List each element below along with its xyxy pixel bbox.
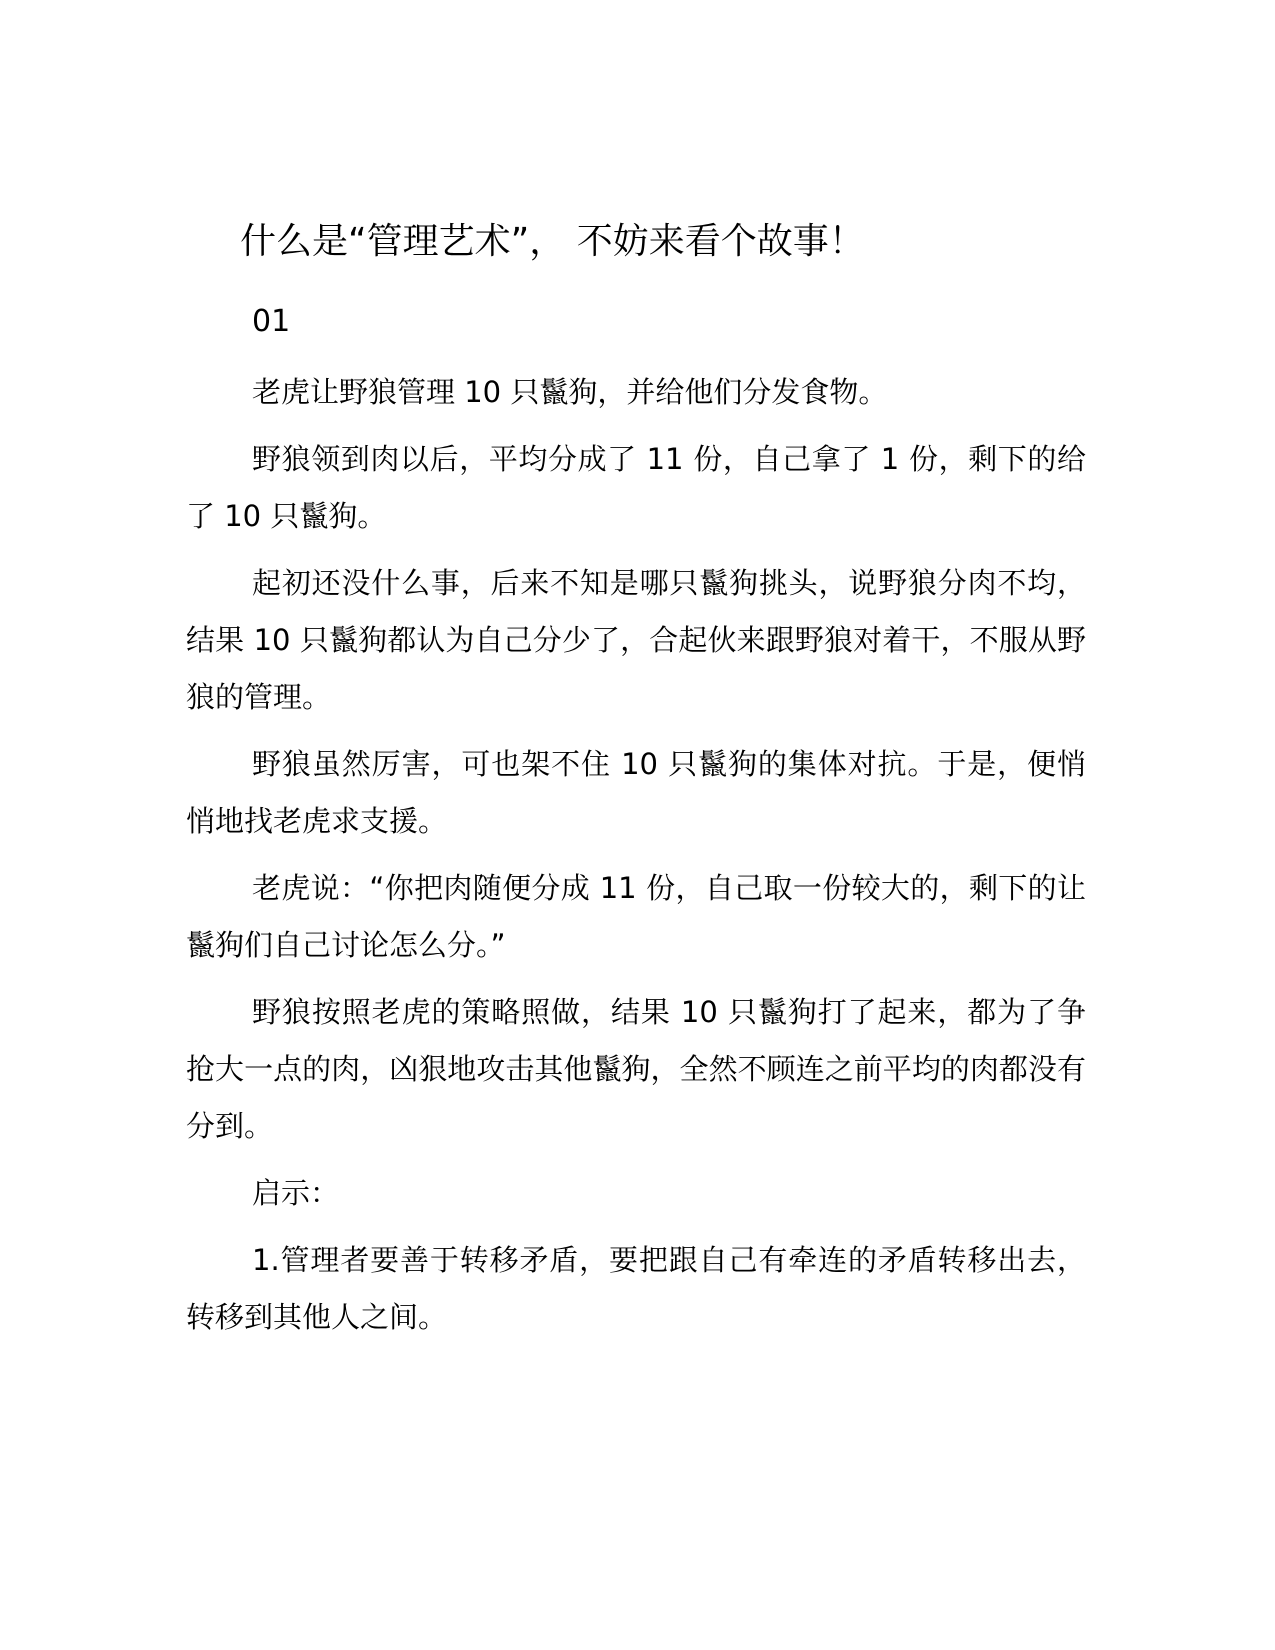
paragraph: 野狼按照老虎的策略照做，结果 10 只鬣狗打了起来，都为了争抢大一点的肉，凶狠地攻击其他鬣狗，全然不顾连之前平均的肉都没有分到。 bbox=[186, 995, 1086, 1143]
paragraph: 老虎说：“你把肉随便分成 11 份，自己取一份较大的，剩下的让鬣狗们自己讨论怎么分。” bbox=[186, 871, 1086, 962]
document-title: 什么是“管理艺术”， 不妨来看个故事！ bbox=[240, 221, 865, 262]
paragraph: 起初还没什么事，后来不知是哪只鬣狗挑头，说野狼分肉不均，结果 10 只鬣狗都认为自己分少了，合起伙来跟野狼对着干，不服从野狼的管理。 bbox=[186, 566, 1086, 714]
paragraph: 野狼虽然厉害，可也架不住 10 只鬣狗的集体对抗。于是，便悄悄地找老虎求支援。 bbox=[186, 747, 1086, 838]
section-number: 01 bbox=[252, 304, 291, 339]
document-body bbox=[186, 364, 1086, 1356]
paragraph: 1.管理者要善于转移矛盾，要把跟自己有牵连的矛盾转移出去，转移到其他人之间。 bbox=[186, 1243, 1086, 1334]
paragraph: 野狼领到肉以后，平均分成了 11 份，自己拿了 1 份，剩下的给了 10 只鬣狗。 bbox=[186, 442, 1086, 533]
paragraph: 老虎让野狼管理 10 只鬣狗，并给他们分发食物。 bbox=[252, 375, 888, 409]
insight-heading: 启示： bbox=[252, 1176, 340, 1210]
